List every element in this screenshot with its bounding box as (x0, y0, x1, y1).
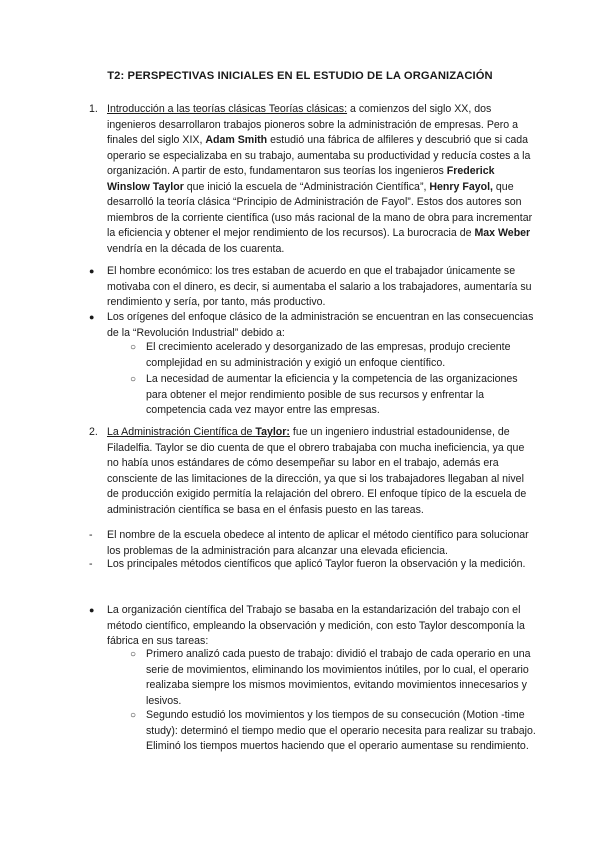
text-run: fue un ingeniero industrial estadounidense, de Filadelfia. Taylor se dio cuenta de que el obrero trabajaba con mucha ineficiencia, ya que no había unos estándares de cómo desempeñar su labor en el trabajo, además era consciente de las limitaciones de la dirección, ya que si los trabajadores llegaban al nivel de producción exigido permitía la relajación del obrero. El enfoque típico de la escuela de administración científica se basa en el énfasis puesto en las tareas. (107, 426, 527, 516)
sub-item-segundo: Segundo estudió los movimientos y los tiempos de su consecución (Motion -time study): determinó el tiempo medio que el operario necesita para realizar su trabajo. Eliminó los tiempos muertos haciendo que el operario aumentase su rendimiento. (146, 709, 536, 752)
text-run: que desarrolló la teoría clásica “Principio de Administración de Fayol”. Estos dos autores son miembros de la corriente científica (uso más racional de la mano de obra para incrementar la eficiencia y obtener el mejor rendimiento de los recursos). La burocracia de (107, 180, 533, 239)
name-weber: Max Weber (474, 227, 531, 239)
sub-bullet-marker: ○ (130, 649, 137, 660)
name-fayol: Henry Fayol, (429, 180, 493, 193)
section-2-heading: La Administración Científica de (107, 426, 256, 438)
bullet-organizacion-cientifica: La organización científica del Trabajo se basaba en la estandarización del trabajo con el método científico, empleando la observación y medición, con esto Taylor descomponía la fábrica en sus tareas: (107, 604, 525, 647)
dash-item-metodos: Los principales métodos científicos que aplicó Taylor fueron la observación y la medición. (107, 558, 526, 570)
text-run: que inició la escuela de “Administración Científica”, (183, 180, 430, 193)
list-number-2: 2. (89, 426, 98, 438)
sub-bullet-marker: ○ (130, 374, 137, 385)
dash-marker: - (89, 529, 93, 541)
sub-bullet-marker: ○ (130, 342, 137, 353)
text-run: vendría en la década de los cuarenta. (107, 242, 285, 255)
page-title: T2: PERSPECTIVAS INICIALES EN EL ESTUDIO DE LA ORGANIZACIÓN (107, 70, 493, 82)
section-1-heading: Introducción a las teorías clásicas Teorías clásicas: (107, 103, 348, 115)
bullet-origenes: Los orígenes del enfoque clásico de la administración se encuentran en las consecuencias de la “Revolución Industrial” debido a: (107, 311, 534, 339)
bullet-marker: ● (89, 266, 95, 276)
text-run: a comienzos del siglo XX, dos ingenieros desarrollaron trabajos pioneros sobre la administración de empresas. Pero a finales del siglo XIX, (107, 103, 519, 146)
section-2-heading-taylor: Taylor: (255, 426, 290, 438)
section-1-paragraph (107, 102, 535, 257)
bullet-hombre-economico: El hombre económico: los tres estaban de acuerdo en que el trabajador únicamente se motivaba con el dinero, es decir, si aumentaba el salario a los trabajadores, aumentaría su rendimiento y sería, por tanto, más productivo. (107, 265, 532, 308)
section-2-paragraph (107, 425, 535, 518)
bullet-marker: ● (89, 312, 95, 322)
sub-item-crecimiento: El crecimiento acelerado y desorganizado de las empresas, produjo creciente complejidad en su administración y exigió un enfoque científico. (146, 341, 511, 369)
text-run: estudió una fábrica de alfileres y descubrió que si cada operario se especializaba en su trabajo, aumentaba su productividad y reducía costes a la organización. A partir de esto, fundamentaron sus teorías los ingenieros (107, 134, 531, 177)
bullet-marker: ● (89, 605, 95, 615)
name-adam-smith: Adam Smith (205, 134, 268, 146)
dash-marker: - (89, 558, 93, 570)
dash-item-nombre-escuela: El nombre de la escuela obedece al intento de aplicar el método científico para solucionar los problemas de la administración para alcanzar una elevada eficiencia. (107, 529, 529, 557)
sub-bullet-marker: ○ (130, 710, 137, 721)
name-taylor: Frederick Winslow Taylor (107, 165, 495, 193)
sub-item-primero: Primero analizó cada puesto de trabajo: dividió el trabajo de cada operario en una serie de movimientos, eliminando los movimientos inútiles, por lo cual, el operario realizaba siempre los mismos movimientos, evitando movimientos innecesarios y lesivos. (146, 648, 531, 707)
sub-item-eficiencia: La necesidad de aumentar la eficiencia y la competencia de las organizaciones para obtener el mejor rendimiento posible de sus recursos y enfrentar la competencia cada vez mayor entre las empresas. (146, 373, 518, 416)
list-number-1: 1. (89, 103, 98, 115)
